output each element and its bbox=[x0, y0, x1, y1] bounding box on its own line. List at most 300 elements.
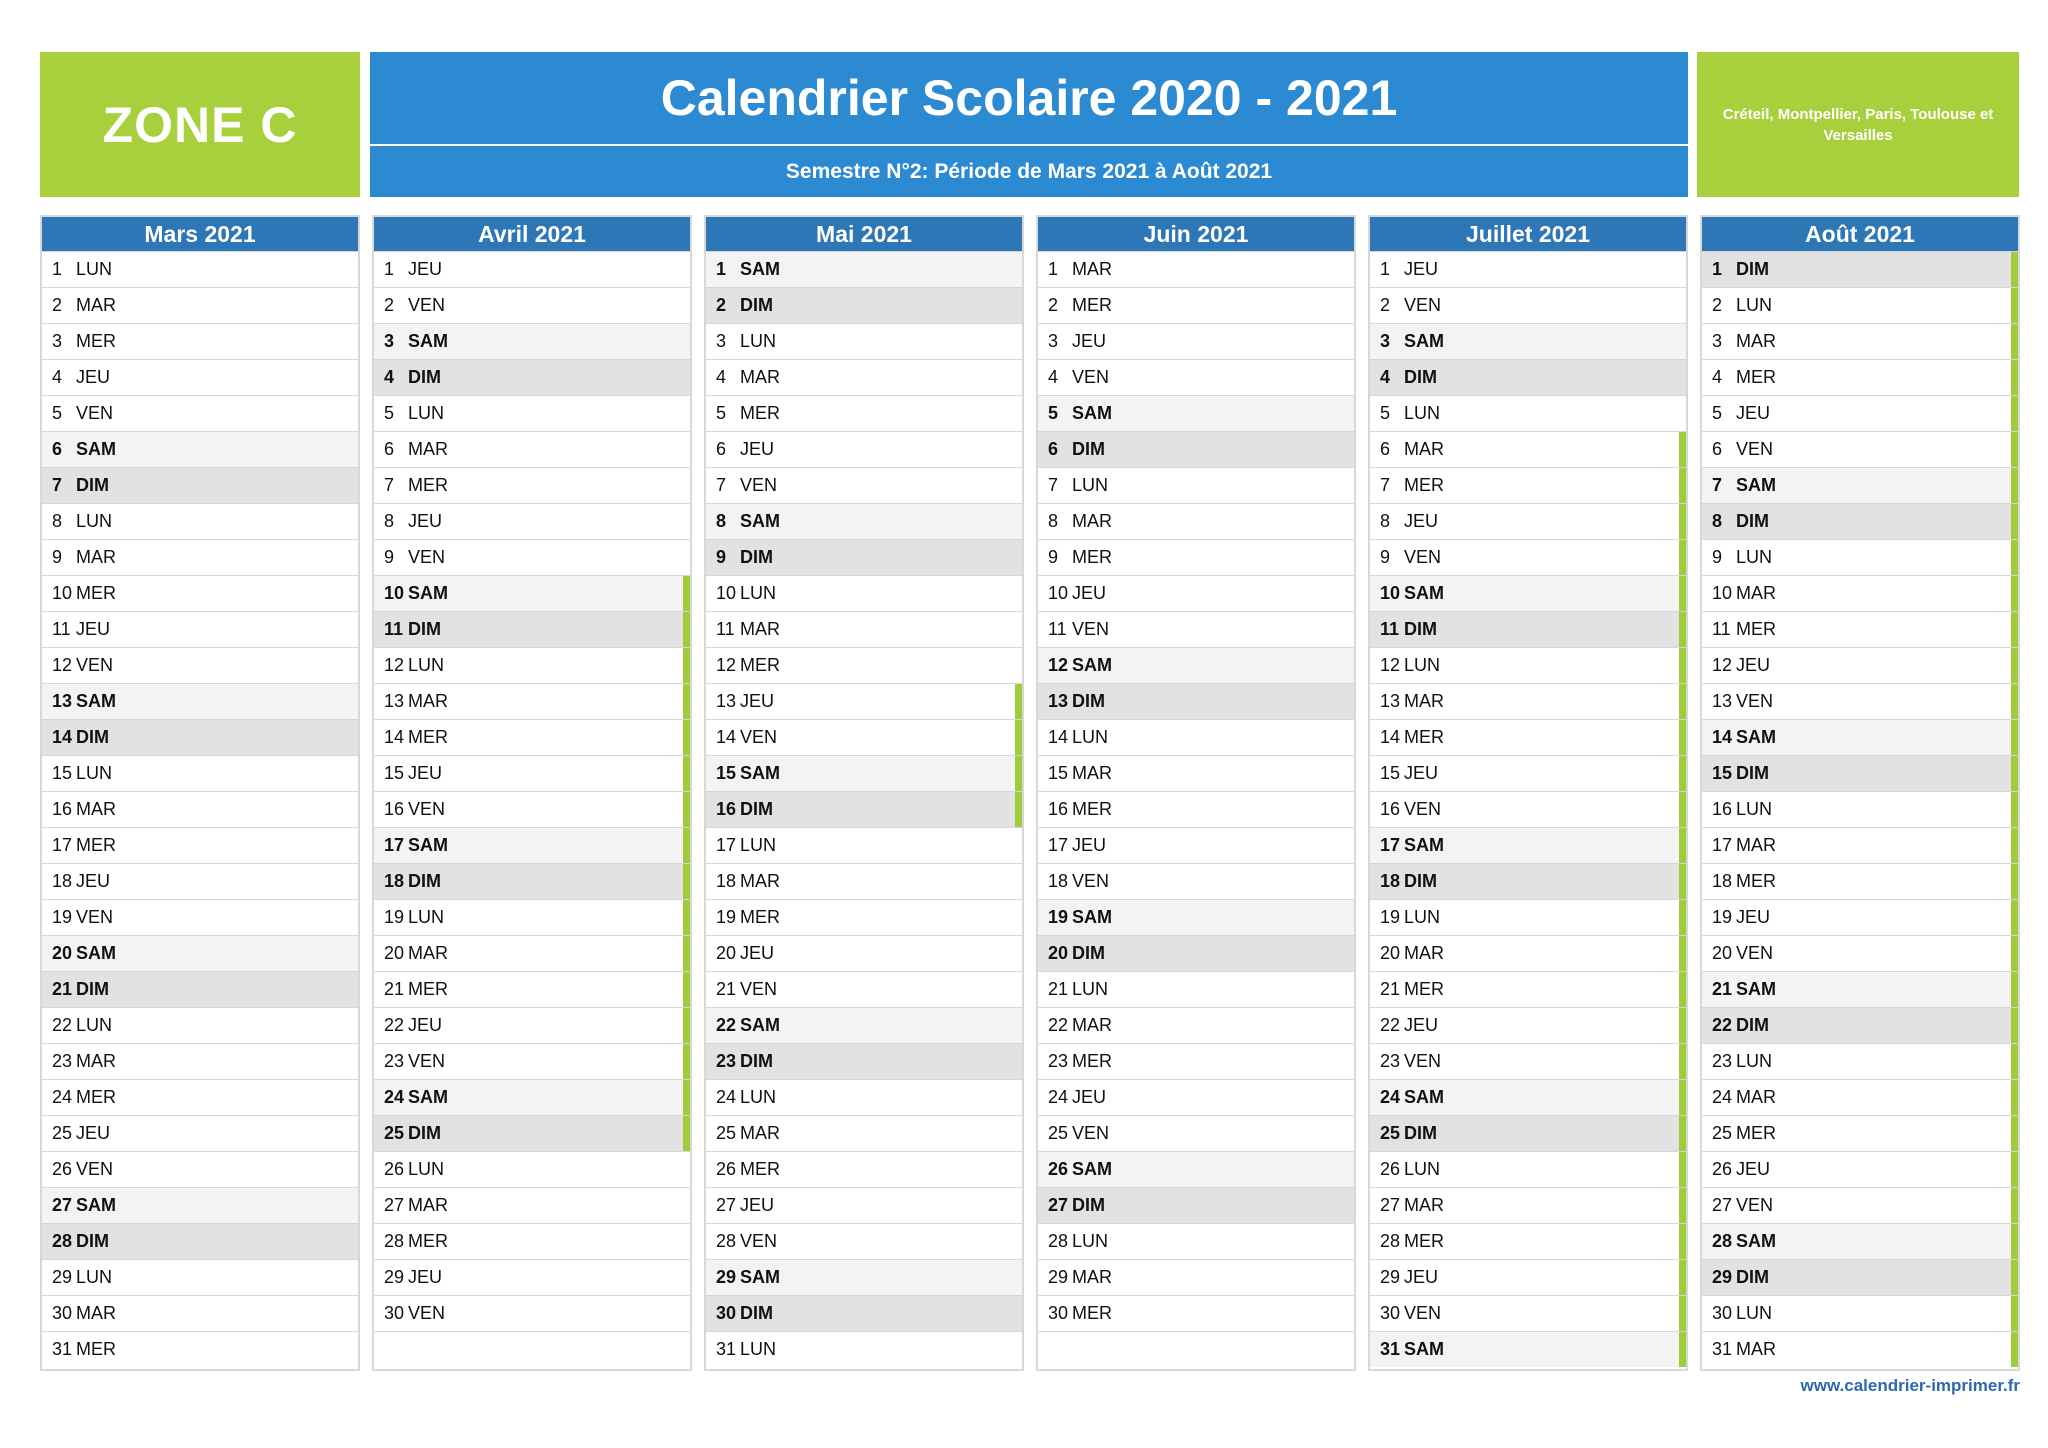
weekday-label: LUN bbox=[408, 655, 445, 675]
day-row bbox=[42, 863, 358, 899]
day-row bbox=[42, 287, 358, 323]
weekday-label: VEN bbox=[1404, 1051, 1442, 1071]
day-number: 2 bbox=[716, 295, 727, 315]
day-row bbox=[1038, 1007, 1354, 1043]
day-number: 5 bbox=[384, 403, 395, 423]
weekday-label: MER bbox=[408, 979, 448, 999]
page-title: Calendrier Scolaire 2020 - 2021 bbox=[660, 70, 1398, 126]
weekday-label: VEN bbox=[76, 403, 114, 423]
day-row bbox=[42, 1115, 358, 1151]
day-row bbox=[1038, 1187, 1354, 1223]
weekday-label: SAM bbox=[408, 835, 448, 855]
day-number: 13 bbox=[716, 691, 737, 711]
weekday-label: VEN bbox=[1404, 799, 1442, 819]
month-header: Mars 2021 bbox=[42, 217, 358, 251]
day-row bbox=[42, 395, 358, 431]
weekday-label: DIM bbox=[1072, 439, 1105, 459]
day-row bbox=[1370, 1007, 1686, 1043]
day-number: 20 bbox=[52, 943, 73, 963]
weekday-label: DIM bbox=[408, 619, 441, 639]
weekday-label: SAM bbox=[1404, 583, 1444, 603]
day-row bbox=[1038, 1043, 1354, 1079]
weekday-label: MER bbox=[740, 655, 780, 675]
weekday-label: SAM bbox=[408, 583, 448, 603]
day-number: 1 bbox=[1048, 259, 1059, 279]
day-row bbox=[374, 251, 690, 287]
weekday-label: DIM bbox=[1072, 943, 1105, 963]
weekday-label: LUN bbox=[740, 1087, 777, 1107]
day-row bbox=[1370, 251, 1686, 287]
day-number: 30 bbox=[52, 1303, 73, 1323]
day-number: 26 bbox=[1380, 1159, 1401, 1179]
day-number: 31 bbox=[52, 1339, 73, 1359]
empty-day-row bbox=[1038, 1331, 1354, 1367]
day-number: 27 bbox=[52, 1195, 73, 1215]
weekday-label: VEN bbox=[1072, 619, 1110, 639]
day-row bbox=[706, 359, 1022, 395]
weekday-label: VEN bbox=[1736, 943, 1774, 963]
day-number: 21 bbox=[716, 979, 737, 999]
weekday-label: DIM bbox=[408, 1123, 441, 1143]
weekday-label: SAM bbox=[1404, 1339, 1444, 1359]
day-row bbox=[1038, 827, 1354, 863]
day-row bbox=[1702, 1259, 2018, 1295]
day-number: 11 bbox=[52, 619, 71, 639]
day-number: 20 bbox=[1712, 943, 1733, 963]
day-number: 16 bbox=[1048, 799, 1069, 819]
day-number: 1 bbox=[716, 259, 727, 279]
weekday-label: JEU bbox=[76, 1123, 111, 1143]
weekday-label: JEU bbox=[1736, 1159, 1771, 1179]
day-row bbox=[1038, 755, 1354, 791]
day-number: 2 bbox=[1712, 295, 1723, 315]
day-row bbox=[42, 1259, 358, 1295]
day-number: 16 bbox=[384, 799, 405, 819]
day-number: 20 bbox=[716, 943, 737, 963]
day-number: 19 bbox=[1380, 907, 1401, 927]
day-number: 15 bbox=[384, 763, 405, 783]
day-number: 6 bbox=[716, 439, 727, 459]
day-row bbox=[706, 935, 1022, 971]
day-row bbox=[374, 431, 690, 467]
day-row bbox=[1038, 323, 1354, 359]
day-number: 23 bbox=[716, 1051, 737, 1071]
weekday-label: VEN bbox=[1404, 295, 1442, 315]
day-row bbox=[42, 827, 358, 863]
day-row bbox=[42, 323, 358, 359]
weekday-label: SAM bbox=[1072, 655, 1112, 675]
day-row bbox=[374, 1295, 690, 1331]
day-row bbox=[1702, 539, 2018, 575]
weekday-label: SAM bbox=[76, 943, 116, 963]
day-row bbox=[1702, 755, 2018, 791]
day-number: 27 bbox=[1712, 1195, 1733, 1215]
weekday-label: VEN bbox=[76, 907, 114, 927]
weekday-label: MAR bbox=[1072, 511, 1112, 531]
day-row bbox=[42, 431, 358, 467]
day-row bbox=[42, 575, 358, 611]
weekday-label: MAR bbox=[76, 1303, 116, 1323]
day-row bbox=[374, 539, 690, 575]
day-row bbox=[1370, 899, 1686, 935]
day-number: 5 bbox=[52, 403, 63, 423]
weekday-label: MER bbox=[408, 727, 448, 747]
weekday-label: MAR bbox=[1404, 439, 1444, 459]
day-row bbox=[1702, 1295, 2018, 1331]
weekday-label: DIM bbox=[1736, 1267, 1769, 1287]
weekday-label: DIM bbox=[1404, 367, 1437, 387]
month-header: Juillet 2021 bbox=[1370, 217, 1686, 251]
day-row bbox=[1038, 1295, 1354, 1331]
day-number: 23 bbox=[1712, 1051, 1733, 1071]
day-row bbox=[1370, 719, 1686, 755]
weekday-label: JEU bbox=[1736, 403, 1771, 423]
zone-label-box bbox=[40, 52, 360, 197]
day-number: 27 bbox=[384, 1195, 405, 1215]
weekday-label: MER bbox=[1736, 619, 1776, 639]
weekday-label: SAM bbox=[1736, 979, 1776, 999]
weekday-label: MAR bbox=[408, 943, 448, 963]
weekday-label: MER bbox=[740, 1159, 780, 1179]
weekday-label: MER bbox=[1404, 1231, 1444, 1251]
day-row bbox=[42, 791, 358, 827]
weekday-label: VEN bbox=[740, 1231, 778, 1251]
weekday-label: VEN bbox=[408, 1303, 446, 1323]
day-number: 19 bbox=[1712, 907, 1733, 927]
day-row bbox=[1702, 1115, 2018, 1151]
weekday-label: JEU bbox=[76, 619, 111, 639]
day-number: 28 bbox=[1380, 1231, 1401, 1251]
day-number: 9 bbox=[1048, 547, 1059, 567]
day-number: 8 bbox=[716, 511, 727, 531]
weekday-label: SAM bbox=[76, 439, 116, 459]
day-number: 21 bbox=[1712, 979, 1733, 999]
day-number: 5 bbox=[1380, 403, 1391, 423]
day-row bbox=[1702, 1223, 2018, 1259]
day-row bbox=[42, 611, 358, 647]
day-row bbox=[706, 251, 1022, 287]
weekday-label: LUN bbox=[1736, 1051, 1773, 1071]
weekday-label: LUN bbox=[1404, 907, 1441, 927]
day-row bbox=[1702, 647, 2018, 683]
day-number: 29 bbox=[1380, 1267, 1401, 1287]
day-row bbox=[42, 539, 358, 575]
day-number: 5 bbox=[716, 403, 727, 423]
day-number: 2 bbox=[384, 295, 395, 315]
day-number: 25 bbox=[1712, 1123, 1733, 1143]
day-row bbox=[1702, 899, 2018, 935]
weekday-label: MER bbox=[1404, 979, 1444, 999]
day-number: 17 bbox=[52, 835, 73, 855]
day-row bbox=[1702, 575, 2018, 611]
weekday-label: JEU bbox=[1072, 331, 1107, 351]
day-number: 29 bbox=[52, 1267, 73, 1287]
day-row bbox=[706, 647, 1022, 683]
weekday-label: VEN bbox=[740, 979, 778, 999]
weekday-label: JEU bbox=[408, 259, 443, 279]
day-number: 29 bbox=[716, 1267, 737, 1287]
weekday-label: MAR bbox=[1072, 1015, 1112, 1035]
day-row bbox=[1702, 431, 2018, 467]
footer-url[interactable]: www.calendrier-imprimer.fr bbox=[1800, 1376, 2020, 1395]
day-number: 28 bbox=[52, 1231, 73, 1251]
day-number: 4 bbox=[716, 367, 727, 387]
day-row bbox=[1702, 827, 2018, 863]
day-row bbox=[42, 647, 358, 683]
weekday-label: VEN bbox=[1072, 871, 1110, 891]
weekday-label: SAM bbox=[1404, 1087, 1444, 1107]
weekday-label: VEN bbox=[408, 799, 446, 819]
day-number: 14 bbox=[52, 727, 73, 747]
day-row bbox=[706, 971, 1022, 1007]
day-row bbox=[374, 683, 690, 719]
weekday-label: LUN bbox=[408, 1159, 445, 1179]
day-number: 25 bbox=[716, 1123, 737, 1143]
day-row bbox=[1702, 467, 2018, 503]
day-row bbox=[374, 827, 690, 863]
day-row bbox=[374, 755, 690, 791]
day-number: 26 bbox=[1712, 1159, 1733, 1179]
day-number: 27 bbox=[1380, 1195, 1401, 1215]
weekday-label: DIM bbox=[740, 295, 773, 315]
day-number: 8 bbox=[52, 511, 63, 531]
day-row bbox=[1370, 395, 1686, 431]
day-row bbox=[1702, 935, 2018, 971]
day-number: 24 bbox=[716, 1087, 737, 1107]
day-row bbox=[42, 935, 358, 971]
day-row bbox=[1702, 323, 2018, 359]
weekday-label: SAM bbox=[1072, 403, 1112, 423]
day-row bbox=[42, 251, 358, 287]
weekday-label: DIM bbox=[76, 475, 109, 495]
weekday-label: VEN bbox=[76, 1159, 114, 1179]
weekday-label: MER bbox=[1404, 727, 1444, 747]
weekday-label: SAM bbox=[1404, 835, 1444, 855]
day-row bbox=[1038, 899, 1354, 935]
day-number: 9 bbox=[1712, 547, 1723, 567]
weekday-label: MER bbox=[1404, 475, 1444, 495]
day-row bbox=[374, 863, 690, 899]
weekday-label: VEN bbox=[1736, 691, 1774, 711]
weekday-label: JEU bbox=[740, 943, 775, 963]
day-number: 23 bbox=[1380, 1051, 1401, 1071]
weekday-label: MAR bbox=[1736, 1339, 1776, 1359]
month-column bbox=[704, 215, 1024, 1371]
day-number: 15 bbox=[52, 763, 73, 783]
weekday-label: JEU bbox=[408, 763, 443, 783]
day-row bbox=[374, 1007, 690, 1043]
month-column bbox=[1036, 215, 1356, 1371]
day-number: 20 bbox=[1380, 943, 1401, 963]
weekday-label: SAM bbox=[1404, 331, 1444, 351]
day-row bbox=[706, 539, 1022, 575]
day-number: 30 bbox=[1048, 1303, 1069, 1323]
day-row bbox=[374, 359, 690, 395]
day-number: 1 bbox=[384, 259, 395, 279]
day-row bbox=[1702, 1007, 2018, 1043]
day-number: 12 bbox=[384, 655, 405, 675]
day-number: 6 bbox=[1380, 439, 1391, 459]
day-number: 14 bbox=[716, 727, 737, 747]
day-number: 3 bbox=[1380, 331, 1391, 351]
day-number: 3 bbox=[52, 331, 63, 351]
weekday-label: MER bbox=[740, 403, 780, 423]
day-number: 4 bbox=[1048, 367, 1059, 387]
weekday-label: JEU bbox=[1072, 583, 1107, 603]
day-row bbox=[1038, 467, 1354, 503]
day-number: 27 bbox=[1048, 1195, 1069, 1215]
weekday-label: JEU bbox=[740, 691, 775, 711]
day-number: 19 bbox=[716, 907, 737, 927]
day-number: 24 bbox=[384, 1087, 405, 1107]
day-number: 22 bbox=[384, 1015, 405, 1035]
day-number: 27 bbox=[716, 1195, 737, 1215]
day-row bbox=[374, 323, 690, 359]
day-number: 21 bbox=[1380, 979, 1401, 999]
weekday-label: JEU bbox=[1072, 835, 1107, 855]
day-row bbox=[1702, 503, 2018, 539]
weekday-label: SAM bbox=[408, 331, 448, 351]
day-row bbox=[1702, 395, 2018, 431]
day-row bbox=[1370, 935, 1686, 971]
weekday-label: DIM bbox=[1404, 1123, 1437, 1143]
day-number: 15 bbox=[1712, 763, 1733, 783]
weekday-label: JEU bbox=[740, 1195, 775, 1215]
day-number: 18 bbox=[52, 871, 73, 891]
day-row bbox=[1038, 647, 1354, 683]
day-row bbox=[1702, 791, 2018, 827]
day-row bbox=[1370, 1043, 1686, 1079]
weekday-label: DIM bbox=[740, 547, 773, 567]
day-row bbox=[374, 1043, 690, 1079]
weekday-label: MAR bbox=[408, 1195, 448, 1215]
weekday-label: DIM bbox=[1404, 619, 1437, 639]
day-row bbox=[706, 1295, 1022, 1331]
day-row bbox=[706, 287, 1022, 323]
day-row bbox=[1370, 611, 1686, 647]
weekday-label: DIM bbox=[740, 799, 773, 819]
day-row bbox=[42, 719, 358, 755]
day-number: 19 bbox=[52, 907, 73, 927]
day-number: 13 bbox=[1712, 691, 1733, 711]
weekday-label: MAR bbox=[740, 367, 780, 387]
weekday-label: JEU bbox=[408, 511, 443, 531]
weekday-label: JEU bbox=[1404, 763, 1439, 783]
weekday-label: DIM bbox=[408, 367, 441, 387]
day-number: 21 bbox=[384, 979, 405, 999]
weekday-label: LUN bbox=[740, 835, 777, 855]
weekday-label: DIM bbox=[1072, 691, 1105, 711]
day-number: 18 bbox=[1380, 871, 1401, 891]
day-number: 8 bbox=[1380, 511, 1391, 531]
day-row bbox=[1702, 863, 2018, 899]
day-number: 11 bbox=[384, 619, 404, 639]
weekday-label: LUN bbox=[76, 259, 113, 279]
day-row bbox=[1038, 1223, 1354, 1259]
weekday-label: MAR bbox=[1736, 1087, 1776, 1107]
day-number: 30 bbox=[1380, 1303, 1401, 1323]
day-row bbox=[1038, 287, 1354, 323]
weekday-label: LUN bbox=[408, 403, 445, 423]
day-row bbox=[706, 323, 1022, 359]
day-row bbox=[1370, 1151, 1686, 1187]
weekday-label: MER bbox=[408, 1231, 448, 1251]
weekday-label: LUN bbox=[1404, 403, 1441, 423]
day-number: 28 bbox=[384, 1231, 405, 1251]
day-row bbox=[42, 1187, 358, 1223]
weekday-label: SAM bbox=[1072, 1159, 1112, 1179]
day-row bbox=[706, 503, 1022, 539]
weekday-label: MER bbox=[408, 475, 448, 495]
day-number: 6 bbox=[1048, 439, 1059, 459]
day-row bbox=[1702, 971, 2018, 1007]
day-number: 9 bbox=[1380, 547, 1391, 567]
weekday-label: DIM bbox=[1736, 763, 1769, 783]
day-row bbox=[1702, 1331, 2018, 1367]
day-row bbox=[1702, 1187, 2018, 1223]
month-header: Avril 2021 bbox=[374, 217, 690, 251]
weekday-label: VEN bbox=[408, 1051, 446, 1071]
day-number: 25 bbox=[1048, 1123, 1069, 1143]
weekday-label: VEN bbox=[1404, 547, 1442, 567]
day-row bbox=[1370, 683, 1686, 719]
day-row bbox=[706, 611, 1022, 647]
day-number: 16 bbox=[716, 799, 737, 819]
day-number: 31 bbox=[1712, 1339, 1733, 1359]
weekday-label: MAR bbox=[408, 691, 448, 711]
month-header: Juin 2021 bbox=[1038, 217, 1354, 251]
day-row bbox=[42, 1079, 358, 1115]
weekday-label: MAR bbox=[408, 439, 448, 459]
day-number: 13 bbox=[52, 691, 73, 711]
weekday-label: LUN bbox=[1072, 727, 1109, 747]
day-number: 3 bbox=[1048, 331, 1059, 351]
day-row bbox=[706, 827, 1022, 863]
day-number: 9 bbox=[384, 547, 395, 567]
day-number: 4 bbox=[384, 367, 395, 387]
day-row bbox=[1038, 719, 1354, 755]
day-row bbox=[374, 287, 690, 323]
weekday-label: MER bbox=[1072, 1051, 1112, 1071]
day-row bbox=[1038, 1079, 1354, 1115]
day-number: 24 bbox=[1380, 1087, 1401, 1107]
day-row bbox=[706, 467, 1022, 503]
weekday-label: MAR bbox=[76, 1051, 116, 1071]
day-number: 11 bbox=[1712, 619, 1731, 639]
day-row bbox=[374, 899, 690, 935]
day-row bbox=[374, 467, 690, 503]
weekday-label: LUN bbox=[76, 511, 113, 531]
day-row bbox=[374, 611, 690, 647]
weekday-label: JEU bbox=[408, 1267, 443, 1287]
day-number: 12 bbox=[1712, 655, 1733, 675]
weekday-label: JEU bbox=[1404, 511, 1439, 531]
day-number: 24 bbox=[52, 1087, 73, 1107]
day-row bbox=[1038, 1151, 1354, 1187]
day-number: 6 bbox=[52, 439, 63, 459]
day-number: 14 bbox=[1048, 727, 1069, 747]
day-row bbox=[1038, 863, 1354, 899]
weekday-label: MER bbox=[76, 583, 116, 603]
day-number: 31 bbox=[716, 1339, 737, 1359]
weekday-label: MAR bbox=[1736, 835, 1776, 855]
day-row bbox=[42, 359, 358, 395]
day-number: 8 bbox=[1048, 511, 1059, 531]
day-number: 1 bbox=[1712, 259, 1723, 279]
weekday-label: MAR bbox=[1736, 583, 1776, 603]
day-row bbox=[1370, 323, 1686, 359]
day-number: 31 bbox=[1380, 1339, 1401, 1359]
